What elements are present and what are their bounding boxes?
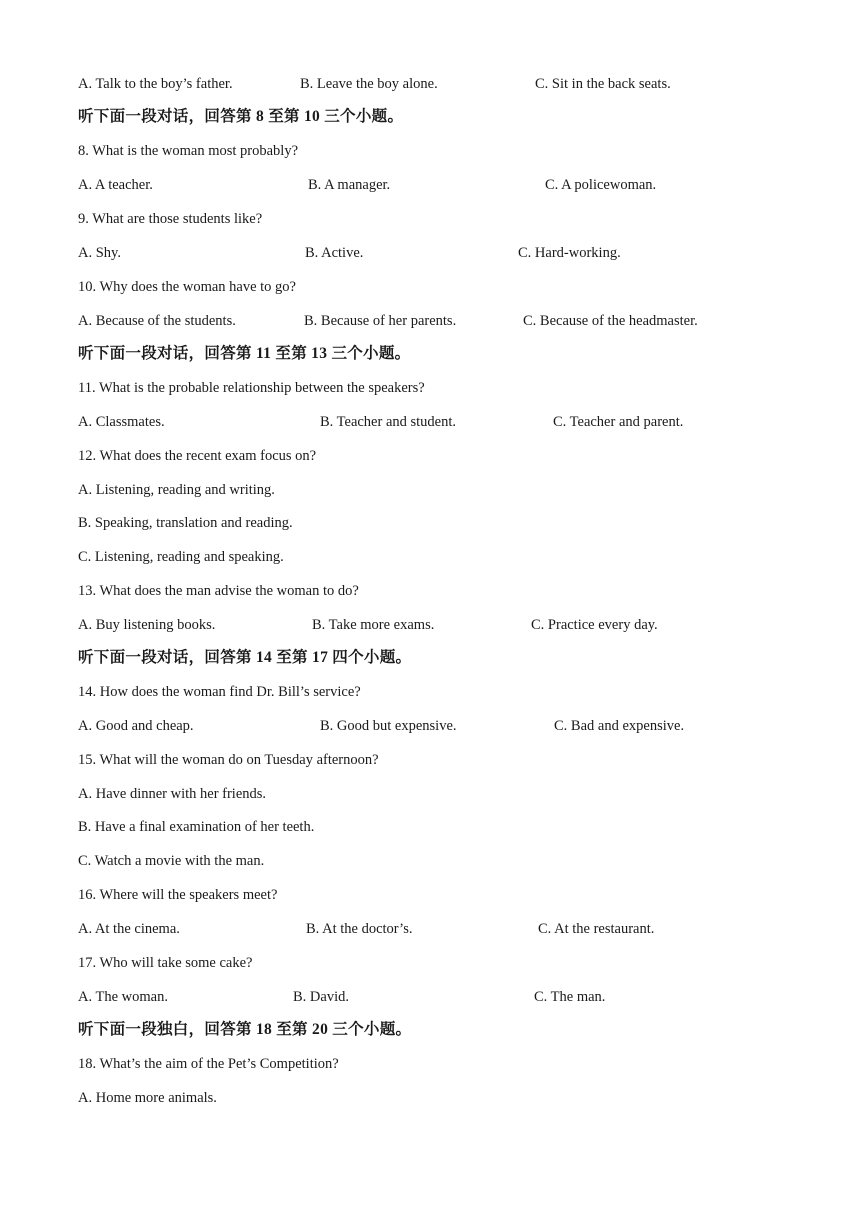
option-b: B. At the doctor’s.: [306, 921, 413, 937]
option-c: C. Because of the headmaster.: [523, 313, 698, 329]
option-a: A. Shy.: [78, 245, 121, 261]
option-b: B. David.: [293, 989, 349, 1005]
question-16: 16. Where will the speakers meet?: [78, 887, 278, 903]
options-row-16: [0, 920, 860, 938]
option-a: A. The woman.: [78, 989, 168, 1005]
question-13: 13. What does the man advise the woman to do?: [78, 583, 359, 599]
question-14: 14. How does the woman find Dr. Bill’s service?: [78, 684, 361, 700]
option-a: A. At the cinema.: [78, 921, 180, 937]
options-row-11: [0, 413, 860, 431]
option-a: A. Talk to the boy’s father.: [78, 76, 233, 92]
section-heading-8-10: 听下面一段对话，回答第 8 至第 10 三个小题。: [78, 108, 404, 125]
options-row-10: [0, 312, 860, 330]
option-b: B. Take more exams.: [312, 617, 435, 633]
question-10: 10. Why does the woman have to go?: [78, 279, 296, 295]
option-c: C. At the restaurant.: [538, 921, 655, 937]
option-15-b: B. Have a final examination of her teeth.: [78, 819, 315, 835]
question-15: 15. What will the woman do on Tuesday afternoon?: [78, 752, 379, 768]
question-18: 18. What’s the aim of the Pet’s Competition?: [78, 1056, 339, 1072]
section-heading-18-20: 听下面一段独白，回答第 18 至第 20 三个小题。: [78, 1021, 412, 1038]
option-c: C. Hard-working.: [518, 245, 621, 261]
option-c: C. The man.: [534, 989, 606, 1005]
options-row-7: [0, 75, 860, 93]
options-row-8: [0, 176, 860, 194]
option-b: B. Active.: [305, 245, 364, 261]
section-heading-11-13: 听下面一段对话，回答第 11 至第 13 三个小题。: [78, 345, 411, 362]
option-b: B. Leave the boy alone.: [300, 76, 438, 92]
option-c: C. Bad and expensive.: [554, 718, 685, 734]
question-12: 12. What does the recent exam focus on?: [78, 448, 317, 464]
option-a: A. Classmates.: [78, 414, 165, 430]
options-row-14: [0, 717, 860, 735]
option-c: C. Teacher and parent.: [553, 414, 684, 430]
option-b: B. Teacher and student.: [320, 414, 457, 430]
option-b: B. Because of her parents.: [304, 313, 457, 329]
option-12-c: C. Listening, reading and speaking.: [78, 549, 284, 565]
option-a: A. Because of the students.: [78, 313, 236, 329]
option-a: A. A teacher.: [78, 177, 153, 193]
option-c: C. A policewoman.: [545, 177, 657, 193]
question-8: 8. What is the woman most probably?: [78, 143, 299, 159]
option-15-a: A. Have dinner with her friends.: [78, 786, 267, 802]
option-c: C. Sit in the back seats.: [535, 76, 671, 92]
option-12-a: A. Listening, reading and writing.: [78, 482, 275, 498]
option-15-c: C. Watch a movie with the man.: [78, 853, 265, 869]
option-12-b: B. Speaking, translation and reading.: [78, 515, 293, 531]
option-c: C. Practice every day.: [531, 617, 658, 633]
option-a: A. Buy listening books.: [78, 617, 216, 633]
question-17: 17. Who will take some cake?: [78, 955, 253, 971]
options-row-17: [0, 988, 860, 1006]
question-9: 9. What are those students like?: [78, 211, 263, 227]
options-row-9: [0, 244, 860, 262]
section-heading-14-17: 听下面一段对话，回答第 14 至第 17 四个小题。: [78, 649, 412, 666]
options-row-13: [0, 616, 860, 634]
option-b: B. A manager.: [308, 177, 391, 193]
option-b: B. Good but expensive.: [320, 718, 457, 734]
option-18-a: A. Home more animals.: [78, 1090, 217, 1106]
question-11: 11. What is the probable relationship between the speakers?: [78, 380, 425, 396]
option-a: A. Good and cheap.: [78, 718, 194, 734]
